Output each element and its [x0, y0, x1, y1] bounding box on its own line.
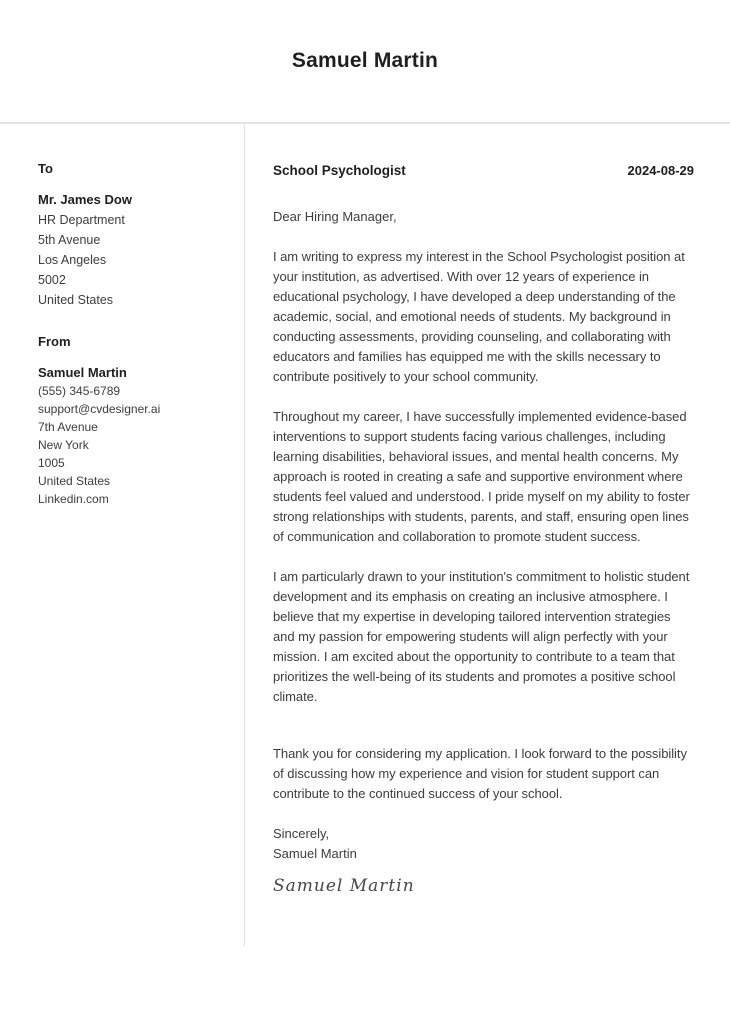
recipient-street: 5th Avenue [38, 233, 101, 247]
sidebar [0, 124, 245, 946]
sender-street: 7th Avenue [38, 420, 98, 434]
page-title: Samuel Martin [291, 49, 439, 72]
recipient-city: Los Angeles [38, 253, 107, 267]
signoff-block [273, 824, 694, 864]
paragraph-intro: I am writing to express my interest in the School Psychologist position at your institution, as advertised. With over 12 years of experience in educational psychology, I have developed a deep understanding of the academic, social, and emotional needs of students. My background in conducting assessments, providing counseling, and collaborating with educators and families has equipped me with the skills necessary to contribute positively to your school community. [273, 249, 685, 384]
sender-city: New York [38, 438, 89, 452]
recipient-department: HR Department [38, 213, 125, 227]
recipient-country: United States [38, 293, 114, 307]
recipient-name: Mr. James Dow [38, 192, 132, 207]
sender-linkedin: Linkedin.com [38, 492, 109, 506]
paragraph-motivation: I am particularly drawn to your institution's commitment to holistic student development and its emphasis on creating an inclusive atmosphere. I believe that my expertise in developing tailored intervention strategies and my passion for empowering students will align perfectly with your mission. I am excited about the opportunity to contribute to a team that prioritizes the well-being of its students and promotes a positive school climate. [273, 569, 690, 704]
sender-name: Samuel Martin [38, 365, 127, 380]
sender-phone: (555) 345-6789 [38, 384, 121, 398]
recipient-postcode: 5002 [38, 273, 66, 287]
from-section-label: From [38, 334, 71, 349]
sender-country: United States [38, 474, 111, 488]
signoff-word: Sincerely, [273, 826, 330, 841]
job-title: School Psychologist [273, 163, 406, 178]
signoff-name: Samuel Martin [273, 846, 357, 861]
content-row [0, 124, 730, 946]
recipient-block [38, 190, 226, 310]
to-section-label: To [38, 161, 53, 176]
document-header [0, 0, 730, 124]
paragraph-closing: Thank you for considering my application. I look forward to the possibility of discussing how my experience and vision for student support can contribute to the continued success of your school. [273, 746, 687, 801]
sender-postcode: 1005 [38, 456, 65, 470]
paragraph-career: Throughout my career, I have successfully implemented evidence-based interventions to support students facing various challenges, including learning disabilities, behavioral issues, and mental health concerns. My approach is rooted in creating a safe and supportive environment where students feel valued and understood. I pride myself on my ability to foster strong relationships with students, parents, and staff, ensuring open lines of communication and collaboration to promote student success. [273, 409, 690, 544]
letter-body [245, 124, 730, 946]
letter-title-row [273, 163, 694, 178]
sender-email: support@cvdesigner.ai [38, 402, 161, 416]
greeting: Dear Hiring Manager, [273, 209, 397, 224]
letter-date: 2024-08-29 [627, 163, 694, 178]
handwritten-signature: Samuel Martin [273, 876, 415, 896]
sender-block [38, 363, 226, 508]
